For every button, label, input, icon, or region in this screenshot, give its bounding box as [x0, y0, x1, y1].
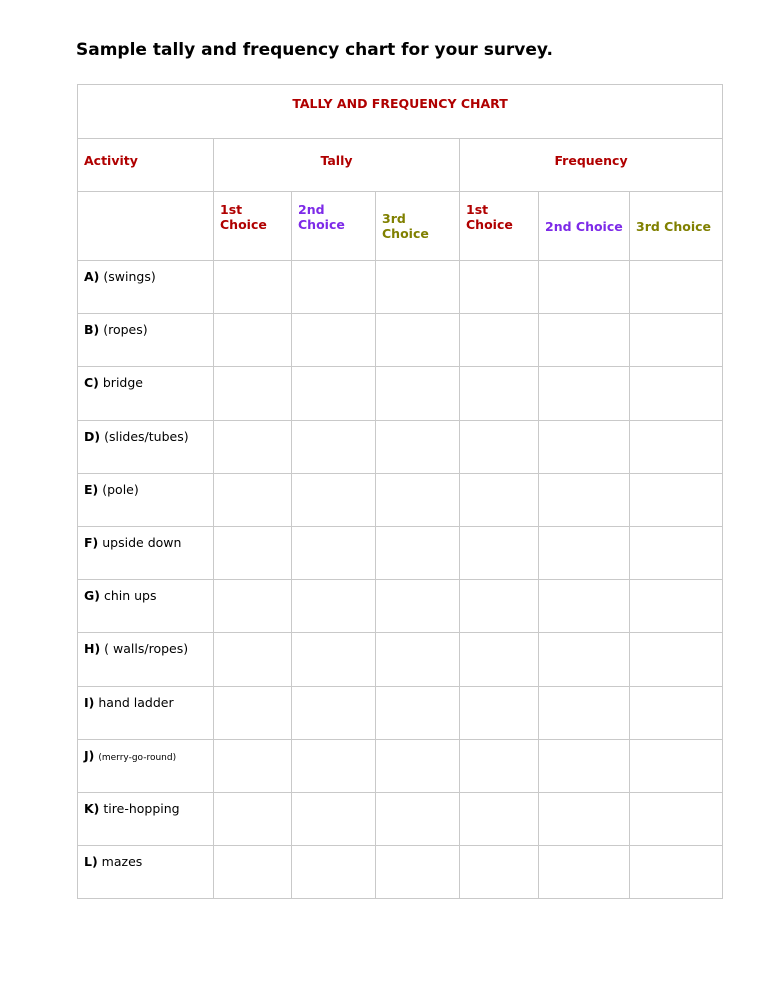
activity-label: upside down [102, 534, 182, 550]
activity-label: hand ladder [98, 694, 174, 710]
tally-cell [376, 367, 460, 420]
table-row [78, 739, 723, 792]
frequency-cell [460, 261, 539, 314]
activity-cell [78, 314, 214, 367]
tally-cell [376, 473, 460, 526]
tally-cell [214, 792, 292, 845]
tally-1st-choice: 1st Choice [214, 192, 292, 261]
frequency-cell [539, 261, 630, 314]
tally-cell [292, 633, 376, 686]
activity-letter: F) [84, 534, 99, 550]
tally-cell [292, 526, 376, 579]
activity-letter: L) [84, 854, 98, 870]
activity-cell [78, 367, 214, 420]
table-row [78, 314, 723, 367]
tally-cell [292, 473, 376, 526]
tally-frequency-table [77, 84, 723, 899]
table-row [78, 846, 723, 899]
tally-cell [292, 739, 376, 792]
table-row [78, 633, 723, 686]
frequency-cell [630, 473, 723, 526]
activity-label: tire-hopping [103, 800, 180, 816]
tally-cell [214, 686, 292, 739]
tally-cell [292, 846, 376, 899]
frequency-1st-choice: 1st Choice [460, 192, 539, 261]
activity-letter: E) [84, 481, 99, 497]
activity-cell [78, 686, 214, 739]
activity-label: (swings) [103, 269, 156, 284]
activity-label: (merry-go-round) [98, 752, 177, 763]
frequency-cell [630, 314, 723, 367]
tally-cell [376, 686, 460, 739]
table-row [78, 420, 723, 473]
frequency-cell [460, 580, 539, 633]
tally-cell [376, 261, 460, 314]
activity-letter: B) [84, 322, 100, 338]
activity-cell [78, 846, 214, 899]
tally-cell [214, 261, 292, 314]
frequency-cell [460, 314, 539, 367]
frequency-cell [539, 314, 630, 367]
table-row [78, 473, 723, 526]
table-row [78, 686, 723, 739]
frequency-cell [539, 846, 630, 899]
table-row [78, 580, 723, 633]
tally-cell [376, 580, 460, 633]
tally-cell [376, 526, 460, 579]
activity-letter: A) [84, 269, 100, 284]
header-activity: Activity [78, 139, 214, 192]
activity-cell [78, 739, 214, 792]
activity-letter: I) [84, 694, 95, 710]
tally-cell [292, 580, 376, 633]
table-row [78, 367, 723, 420]
activity-letter: G) [84, 588, 100, 604]
activity-label: mazes [101, 854, 143, 870]
tally-cell [292, 314, 376, 367]
tally-cell [376, 846, 460, 899]
header-tally: Tally [214, 139, 460, 192]
table-row [78, 792, 723, 845]
frequency-cell [539, 420, 630, 473]
page-title: Sample tally and frequency chart for your survey. [76, 40, 553, 60]
activity-cell [78, 261, 214, 314]
tally-cell [214, 580, 292, 633]
frequency-cell [630, 580, 723, 633]
frequency-2nd-choice: 2nd Choice [539, 192, 630, 261]
frequency-cell [630, 739, 723, 792]
activity-letter: C) [84, 375, 99, 391]
frequency-cell [630, 792, 723, 845]
tally-cell [376, 314, 460, 367]
frequency-cell [460, 633, 539, 686]
frequency-cell [460, 420, 539, 473]
frequency-3rd-choice: 3rd Choice [630, 192, 723, 261]
frequency-cell [539, 686, 630, 739]
tally-cell [292, 792, 376, 845]
tally-cell [214, 633, 292, 686]
frequency-cell [630, 367, 723, 420]
frequency-cell [460, 473, 539, 526]
activity-label: (slides/tubes) [104, 428, 189, 444]
frequency-cell [630, 846, 723, 899]
frequency-cell [539, 792, 630, 845]
tally-cell [214, 739, 292, 792]
activity-label: bridge [102, 375, 143, 391]
empty-header-cell [78, 192, 214, 261]
activity-cell [78, 526, 214, 579]
tally-cell [214, 420, 292, 473]
tally-cell [214, 473, 292, 526]
frequency-cell [460, 526, 539, 579]
frequency-cell [630, 633, 723, 686]
activity-letter: H) [84, 641, 101, 657]
activity-label: ( walls/ropes) [104, 641, 189, 657]
table-row [78, 261, 723, 314]
frequency-cell [539, 526, 630, 579]
activity-label: chin ups [103, 588, 157, 604]
tally-cell [214, 526, 292, 579]
tally-cell [214, 314, 292, 367]
frequency-cell [630, 526, 723, 579]
tally-cell [376, 792, 460, 845]
tally-cell [214, 846, 292, 899]
table-row [78, 526, 723, 579]
activity-cell [78, 473, 214, 526]
frequency-cell [539, 580, 630, 633]
activity-cell [78, 633, 214, 686]
tally-cell [376, 633, 460, 686]
tally-cell [292, 686, 376, 739]
tally-cell [214, 367, 292, 420]
tally-2nd-choice: 2nd Choice [292, 192, 376, 261]
activity-letter: D) [84, 428, 101, 444]
frequency-cell [460, 739, 539, 792]
tally-cell [376, 739, 460, 792]
tally-cell [292, 261, 376, 314]
activity-label: (pole) [102, 481, 139, 497]
table-title: TALLY AND FREQUENCY CHART [78, 85, 723, 139]
frequency-cell [630, 420, 723, 473]
frequency-cell [460, 686, 539, 739]
frequency-cell [630, 261, 723, 314]
activity-letter: K) [84, 800, 100, 816]
tally-3rd-choice: 3rd Choice [376, 192, 460, 261]
header-frequency: Frequency [460, 139, 723, 192]
tally-cell [292, 420, 376, 473]
activity-cell [78, 580, 214, 633]
tally-cell [376, 420, 460, 473]
frequency-cell [460, 792, 539, 845]
frequency-cell [539, 367, 630, 420]
frequency-cell [539, 473, 630, 526]
frequency-cell [539, 633, 630, 686]
activity-letter: J) [84, 747, 95, 763]
frequency-cell [539, 739, 630, 792]
tally-cell [292, 367, 376, 420]
activity-cell [78, 420, 214, 473]
activity-cell [78, 792, 214, 845]
activity-label: (ropes) [103, 322, 148, 338]
frequency-cell [630, 686, 723, 739]
frequency-cell [460, 846, 539, 899]
frequency-cell [460, 367, 539, 420]
